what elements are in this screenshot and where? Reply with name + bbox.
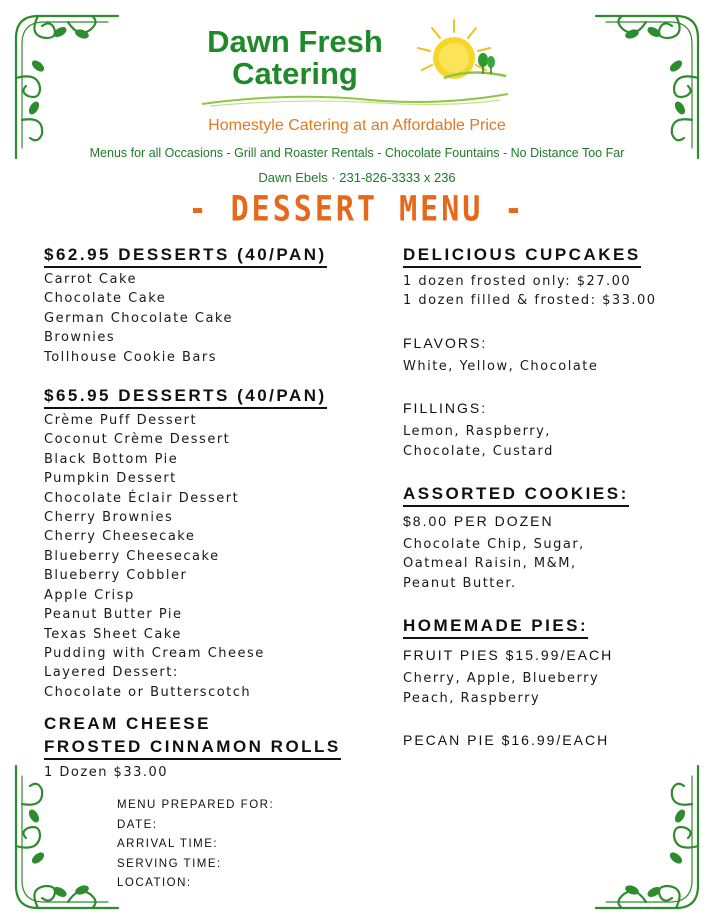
price-line: 1 Dozen $33.00	[44, 765, 169, 781]
cookie-list: Oatmeal Raisin, M&M,	[403, 556, 577, 572]
list-item: Chocolate Éclair Dessert	[44, 490, 240, 506]
list-item: German Chocolate Cake	[44, 310, 233, 326]
list-item: Cherry Cheesecake	[44, 529, 196, 545]
section-heading: $65.95 DESSERTS (40/PAN)	[44, 385, 327, 409]
list-item: Cherry Brownies	[44, 510, 174, 526]
tree-icon	[476, 52, 498, 76]
date-label: DATE:	[117, 818, 158, 831]
list-item: Black Bottom Pie	[44, 451, 179, 467]
fruit-pie-price: FRUIT PIES $15.99/EACH	[403, 647, 614, 664]
cookie-list: Peanut Butter.	[403, 575, 517, 591]
prepared-for-label: MENU PREPARED FOR:	[117, 799, 275, 811]
tagline: Homestyle Catering at an Affordable Price	[208, 117, 506, 134]
swoosh-icon	[200, 88, 510, 110]
logo-line-1: Dawn Fresh	[207, 24, 383, 59]
flavors-list: White, Yellow, Chocolate	[403, 358, 599, 374]
list-item: Layered Dessert:	[44, 665, 179, 681]
fillings-label: FILLINGS:	[403, 400, 488, 417]
list-item: Chocolate Cake	[44, 291, 167, 307]
cookie-list: Chocolate Chip, Sugar,	[403, 537, 585, 553]
section-62-95-desserts	[44, 244, 374, 367]
vine-corner-icon	[8, 761, 128, 916]
fruit-pie-list: Peach, Raspberry	[403, 690, 541, 706]
section-heading: FROSTED CINNAMON ROLLS	[44, 736, 341, 760]
vine-corner-icon	[586, 761, 706, 916]
arrival-time-label: ARRIVAL TIME:	[117, 838, 219, 851]
section-cookies	[403, 483, 703, 593]
services-line: Menus for all Occasions - Grill and Roaster Rentals - Chocolate Fountains - No Distance Too Far	[89, 146, 625, 160]
contact-line: Dawn Ebels · 231-826-3333 x 236	[258, 170, 456, 185]
serving-time-label: SERVING TIME:	[117, 857, 222, 870]
location-label: LOCATION:	[117, 877, 192, 890]
list-item: Blueberry Cheesecake	[44, 548, 220, 564]
section-heading: $62.95 DESSERTS (40/PAN)	[44, 244, 327, 268]
list-item: Texas Sheet Cake	[44, 626, 182, 642]
flavors-label: FLAVORS:	[403, 334, 488, 351]
list-item: Chocolate or Butterscotch	[44, 684, 252, 700]
logo-line-2: Catering	[232, 56, 358, 91]
header	[0, 0, 714, 240]
pecan-pie-price: PECAN PIE $16.99/EACH	[403, 732, 610, 749]
list-item: Pudding with Cream Cheese	[44, 645, 265, 661]
section-pies	[403, 615, 703, 750]
section-heading: ASSORTED COOKIES:	[403, 483, 629, 507]
left-column	[44, 244, 374, 783]
menu-title: - DESSERT MENU -	[188, 189, 526, 230]
section-cupcakes	[403, 244, 703, 461]
fruit-pie-list: Cherry, Apple, Blueberry	[403, 671, 600, 687]
list-item: Peanut Butter Pie	[44, 607, 183, 623]
logo-text	[190, 26, 400, 90]
list-item: Crème Puff Dessert	[44, 413, 198, 429]
list-item: Pumpkin Dessert	[44, 471, 177, 487]
section-heading: CREAM CHEESE	[44, 714, 211, 734]
list-item: Apple Crisp	[44, 587, 135, 603]
cookie-price: $8.00 PER DOZEN	[403, 513, 554, 530]
price-line: 1 dozen filled & frosted: $33.00	[403, 293, 657, 309]
price-line: 1 dozen frosted only: $27.00	[403, 274, 632, 289]
list-item: Tollhouse Cookie Bars	[44, 349, 218, 365]
list-item: Brownies	[44, 330, 116, 346]
section-65-95-desserts	[44, 385, 374, 702]
right-column	[403, 244, 703, 750]
section-heading: HOMEMADE PIES:	[403, 615, 588, 639]
list-item: Carrot Cake	[44, 272, 138, 287]
prepared-for-block	[117, 796, 274, 894]
section-cinnamon-rolls	[44, 712, 374, 782]
section-heading: DELICIOUS CUPCAKES	[403, 244, 641, 268]
list-item: Coconut Crème Dessert	[44, 432, 231, 448]
list-item: Blueberry Cobbler	[44, 568, 188, 584]
fillings-list: Chocolate, Custard	[403, 443, 554, 459]
fillings-list: Lemon, Raspberry,	[403, 424, 551, 440]
